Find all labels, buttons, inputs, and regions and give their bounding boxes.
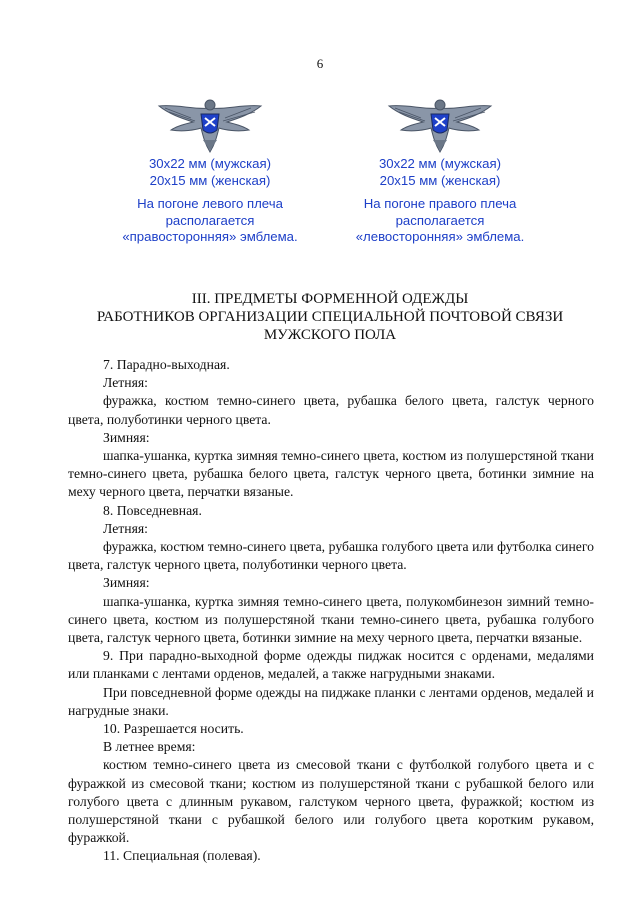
paragraph-summer-items: фуражка, костюм темно-синего цвета, рубашка голубого цвета или футболка синего цвета, галстук черного цвета, полуботинки черного цвета.: [68, 539, 594, 573]
paragraph-daily-wear: При повседневной форме одежды на пиджаке планки с лентами орденов, медалей и нагрудные знаки.: [68, 684, 594, 718]
paragraph-summer-label: Летняя:: [103, 375, 148, 391]
section-heading-line1: III. ПРЕДМЕТЫ ФОРМЕННОЙ ОДЕЖДЫ: [191, 291, 469, 307]
emblem-placement-line3: «правосторонняя» эмблема.: [122, 229, 298, 244]
paragraph-winter-items: шапка-ушанка, куртка зимняя темно-синего цвета, полукомбинезон зимний темно-синего цвета, костюм из полушерстяной ткани темно-синего цвета, рубашка голубого цвета, галстук черного цвета, ботинки зимние на меху черного цвета, перчатки вязаные.: [68, 593, 594, 646]
section-heading: [70, 290, 590, 344]
paragraph-item-10: 10. Разрешается носить.: [103, 721, 244, 737]
emblem-placement-line2: располагается: [165, 212, 255, 228]
eagle-emblem-icon: [385, 96, 495, 156]
eagle-emblem-icon: [155, 96, 265, 156]
section-heading-line2: РАБОТНИКОВ ОРГАНИЗАЦИИ СПЕЦИАЛЬНОЙ ПОЧТОВОЙ СВЯЗИ: [96, 309, 564, 325]
emblem-placement-line2: располагается: [395, 212, 485, 228]
emblem-block-right: [310, 96, 570, 246]
emblem-block-left: [80, 96, 340, 246]
paragraph-winter-label: Зимняя:: [103, 575, 150, 591]
paragraph-item-11: 11. Специальная (полевая).: [103, 848, 261, 864]
paragraph-summer-items: фуражка, костюм темно-синего цвета, рубашка белого цвета, галстук черного цвета, полуботинки черного цвета.: [68, 393, 594, 427]
page-number: 6: [316, 56, 324, 71]
paragraph-summer-time-label: В летнее время:: [103, 739, 196, 755]
paragraph-item-8: 8. Повседневная.: [103, 502, 202, 518]
emblem-size-female: 20x15 мм (женская): [149, 172, 271, 188]
document-body: [68, 356, 594, 866]
paragraph-summer-label: Летняя:: [103, 520, 148, 536]
emblem-placement-line1: На погоне правого плеча: [363, 196, 517, 211]
emblem-size-male: 30x22 мм (мужская): [148, 156, 272, 171]
section-heading-line3: МУЖСКОГО ПОЛА: [263, 327, 397, 343]
emblem-placement-line3: «левосторонняя» эмблема.: [355, 229, 525, 244]
paragraph-summer-time-items: костюм темно-синего цвета из смесовой ткани с футболкой голубого цвета и с фуражкой из смесовой ткани; костюм из полушерстяной ткани с рубашкой белого или голубого цвета с длинным рукавом, галстуком черного цвета, фуражкой; костюм из полушерстяной ткани с рубашкой белого или голубого цвета коротким рукавом, фуражкой.: [68, 757, 594, 846]
emblem-placement-line1: На погоне левого плеча: [137, 196, 283, 211]
paragraph-winter-items: шапка-ушанка, куртка зимняя темно-синего цвета, костюм из полушерстяной ткани темно-синего цвета, рубашка белого цвета, галстук черного цвета, ботинки зимние на меху черного цвета, перчатки вязаные.: [68, 448, 594, 500]
paragraph-item-7: 7. Парадно-выходная.: [103, 357, 230, 372]
paragraph-winter-label: Зимняя:: [103, 429, 150, 445]
paragraph-item-9: 9. При парадно-выходной форме одежды пиджак носится с орденами, медалями или планками с лентами орденов, медалей, а также нагрудными знаками.: [68, 648, 594, 682]
emblem-size-female: 20x15 мм (женская): [379, 172, 501, 188]
emblem-size-male: 30x22 мм (мужская): [378, 156, 502, 171]
